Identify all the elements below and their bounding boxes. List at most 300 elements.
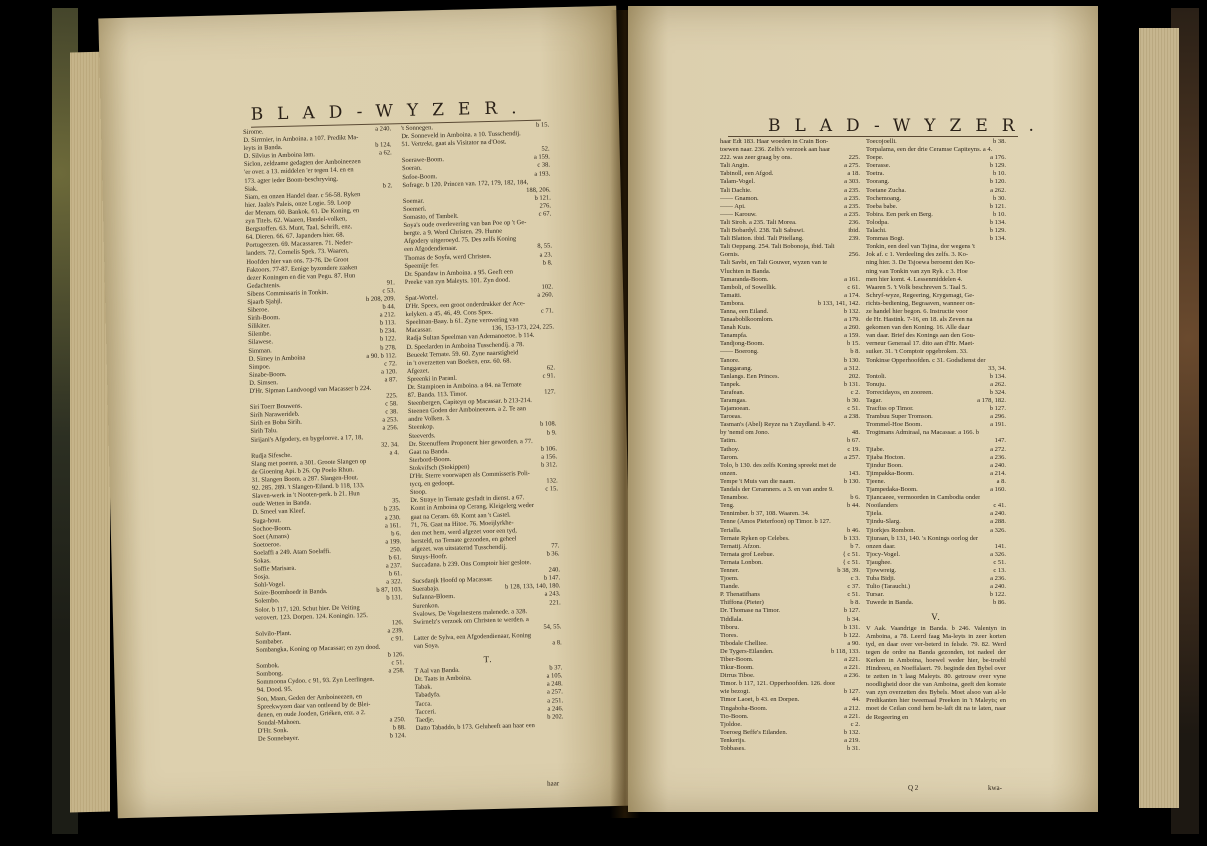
index-entry-term: Sofrage. b 120. Princen van. 172, 179, 182, 184, [402,178,529,189]
index-entry-term: gekomen van den Koning. 16. Alle daar [866,324,970,332]
index-entry-reference: a 250. [389,715,406,724]
index-entry-reference: a 230. [384,513,401,522]
index-entry-term: Teng. [720,502,735,510]
index-entry-reference: b 130. [843,356,860,364]
index-entry-term: Swirnelz's verzoek om Christen te werden. a [413,615,529,626]
index-entry-term: Komt in Amboina op Cerang, Kleigelerg weder [410,502,534,513]
index-entry-term: Stoop. [409,488,427,497]
index-entry-term: —— Gnamon. [720,194,759,202]
index-entry-term: Vluchten in Banda. [720,267,771,275]
index-entry [866,170,1006,178]
index-entry-term: Ternate Ryken op Celebes. [720,534,790,542]
index-entry-reference: a 251. [547,696,564,705]
index-entry-term: Tjindur Boon. [866,461,903,469]
index-entry-reference: b 127. [989,405,1006,413]
index-entry-reference: a 296. [990,413,1006,421]
index-entry [720,551,860,559]
index-entry-term: Tamboli, of Sowellik. [720,283,777,291]
index-entry-term: Sombaber. [255,638,284,646]
index-entry-term: Sterbord-Boom. [409,455,452,464]
index-entry [720,535,860,543]
index-entry-term: 51. Vertrekt, gaat als Visitator na d'Oost. [401,138,507,149]
index-entry-term: Tjaughee. [866,558,892,566]
index-entry-reference: 32. 34. [380,440,399,449]
index-entry-term: Soet (Amans) [252,532,290,541]
index-entry-term: Tobira. Een perk en Berg. [866,210,933,218]
index-entry-reference: 91. [386,279,395,287]
index-entry-reference: b 106. [540,445,558,453]
index-entry [866,316,1006,324]
index-entry [866,235,1006,243]
left-catchword: haar [547,779,560,788]
index-entry-reference: b 133, 141, 142. [817,299,860,307]
index-entry-term: Simpoe. [248,363,271,371]
index-entry-term: Tibodale Chelliee. [720,639,768,647]
index-entry [720,705,860,713]
index-entry-term: Toeba babe. [866,202,898,210]
right-running-head: BLAD-WYZER. [768,116,1048,136]
index-entry [720,559,860,567]
index-entry-term: Tanna, een Eiland. [720,307,769,315]
index-entry-term: Portugeezen. 69. Macassaren. 71. Neder- [245,239,353,250]
index-entry-term: onzen. [720,469,738,477]
index-entry-term: Tiores. [720,631,739,639]
index-entry-term: Soerawe-Boom. [401,156,445,165]
index-entry [720,211,860,219]
index-entry [866,543,1006,551]
index-entry-term: Sondal-Mahoen. [257,718,301,727]
index-entry-reference: b 67. [847,437,860,445]
index-entry-term: Sofoe-Boom. [402,172,438,181]
index-entry [866,251,1006,259]
index-entry [720,284,860,292]
index-entry-term: van daar. Brief des Konings aan den Gou- [866,332,976,340]
index-entry [866,324,1006,332]
index-entry-reference: b 134. [989,235,1006,243]
index-entry-reference: a 221. [844,664,860,672]
index-entry-reference: a 257. [546,688,563,697]
index-entry-term: kelyken. a 45, 46, 49. Cons Spex. [405,309,493,319]
index-entry-term: ze handel hier begon. 6. Instructie voor [866,307,968,315]
index-entry-reference: 225. [386,392,398,400]
index-entry-term: Steenkop. [408,423,435,432]
index-entry-reference: b 147. [543,574,561,582]
index-entry-term: Steeverds. [408,431,436,440]
index-entry-term: Ternata Lonbon. [720,558,763,566]
index-entry [720,397,860,405]
index-entry-term: Tenamboe. [720,494,749,502]
index-entry-reference: 276. [539,202,552,210]
index-entry-term: 94. Dood. 95. [256,686,293,695]
index-entry-term: Soffie Marisara. [253,564,297,573]
index-entry-term: Tempe 't Muis van die naam. [720,477,796,485]
index-entry [866,276,1006,284]
index-entry [720,696,860,704]
index-entry-reference: a 240. [990,583,1006,591]
index-entry [720,591,860,599]
index-entry [866,567,1006,575]
index-entry-reference: 126. [391,618,404,627]
index-entry [866,203,1006,211]
index-entry-term: Latter de Sylva, een Afgodendienaar, Koning [413,631,532,642]
index-entry-reference: 136, 153-173, 224, 225. [491,323,555,333]
index-entry-term: Svalows, De Vogelnestens malenede. a 328. [412,607,528,618]
left-column-1 [243,125,406,744]
index-entry-reference: a 18. [847,170,860,178]
index-entry-term: landers. 72. Cornelis Spek. 73. Waaren, [246,247,349,258]
index-entry-term: Tanggarang. [720,364,753,372]
index-entry-term: Soeran. [401,165,422,173]
index-entry-term: Gaat na Banda. [408,447,449,456]
index-entry-term: der Menam. 60. Bankok. 61. De Koning, en [245,207,360,217]
index-entry-term: Tiddlala. [720,615,744,623]
index-entry [720,616,860,624]
index-entry-reference: a 240. [990,510,1006,518]
index-entry [866,292,1006,300]
index-entry-term: Tjampedaka-Boom. [866,486,918,494]
index-entry-term: wie bezogt. [720,688,750,696]
index-entry-reference: b 121. [534,194,551,202]
index-entry-reference: a 272. [990,445,1006,453]
index-entry-reference: c 51. [847,405,860,413]
index-entry-term: Tjimpakka-Boom. [866,469,914,477]
index-entry-term: Soemeri. [402,205,427,213]
index-entry-reference: b 129. [989,227,1006,235]
index-entry-term: Tanore. [720,356,740,364]
index-entry-reference: b 61. [388,554,402,562]
index-entry-term: Dr. Steenuffeen Proponent hier geworden. a 77. [408,437,533,448]
index-entry-reference: a 239. [387,626,404,635]
index-entry-reference: b 10. [993,170,1006,178]
index-entry-reference: 77. [551,542,560,550]
index-entry-term: D. Simsen. [249,379,279,387]
index-entry [720,348,860,356]
index-entry-reference: a 199. [385,537,402,546]
right-column-1 [720,138,860,753]
index-entry-reference: b 61. [388,570,403,578]
index-entry [720,567,860,575]
index-entry-term: Speemije fer. [404,261,439,270]
index-entry-term: Tjiancaeee, vermoorden in Cambodia onder [866,494,981,502]
index-entry [866,429,1006,437]
index-entry [720,357,860,365]
index-entry [720,664,860,672]
index-entry [720,599,860,607]
index-entry [720,429,860,437]
index-entry-term: gaat na Ceram. 69. Komt aan 't Castel. [410,511,511,521]
index-entry-reference: b 113. [379,319,396,327]
index-entry-reference: b 124. [389,732,407,740]
index-entry-reference: a 161. [384,521,401,530]
index-entry-reference: c 38. [537,161,551,170]
index-entry [866,268,1006,276]
index-entry [866,559,1006,567]
index-entry-term: 92. 285. 289. 't Slangen-Eiland. b 118, 133. [251,482,365,492]
index-entry [866,494,1006,502]
index-entry-reference: ibid. [848,227,860,235]
index-entry-term: Siri Toerr Bouwens. [249,402,303,412]
index-entry-term: T Aal van Banda. [414,667,460,676]
index-entry [720,308,860,316]
index-entry-term: Speelman-Baay. b 61. Zyne verovering van [405,316,519,327]
index-entry-reference: a 90. [847,639,860,647]
index-entry-reference: a 161. [844,275,860,283]
index-entry-term: Tjiorkjes Rombon. [866,526,916,534]
index-entry-term: Sucsdanjk Hoofd op Macassar. [412,576,493,586]
index-entry-reference: a 322. [386,578,403,586]
index-entry-term: Tommas Bogt. [866,235,905,243]
index-entry-reference: 127. [544,388,556,396]
index-entry [720,656,860,664]
index-entry-reference: 147. [994,437,1006,445]
index-entry-term: Tali Angin. [720,162,750,170]
index-entry-reference: c 51. [847,591,860,599]
index-entry-reference: b 38, 39. [837,566,860,574]
index-entry-term: Tulio (Tarauchi.) [866,583,911,591]
index-entry-reference: c 53. [382,287,396,295]
index-entry-term: Son, Maan, Geden der Amboineezen, en [256,692,363,703]
index-entry-reference: 225. [848,154,860,162]
index-entry [720,276,860,284]
index-entry-reference: b 31. [847,745,860,753]
index-entry [720,203,860,211]
index-entry-reference: b 133. [843,534,860,542]
index-entry-term: verovert. 123. Dorpen. 124. Koningin. 125. [254,611,368,622]
index-entry-term: Tasman's (Abel) Reyze na 't Zuydland. b 47. [720,421,836,429]
index-entry-reference: b 46. [847,526,860,534]
index-entry-term: D. Smeel van Kleef. [252,507,306,517]
index-entry-reference: a 235. [844,210,860,218]
index-entry-term: Talachi. [866,227,887,235]
right-catchword: kwa- [988,784,1002,792]
index-entry-term: Tajamoean. [720,405,751,413]
index-entry-reference: a 326. [990,526,1006,534]
index-entry [720,462,860,470]
index-entry-term: haar Edt 183. Haar woeden in Crain Bon- [720,138,829,145]
index-entry-term: Hoofden hier van ons. 73-76. De Groot [246,255,349,266]
index-entry-reference: b 8. [850,348,860,356]
index-entry-term: —— Api. [720,202,746,210]
index-entry-reference: c 58. [385,400,398,408]
index-entry-term: Tabak. [414,683,433,692]
index-entry-term: suiker. 31. 't Comptoir opgebroken. 33. [866,348,968,356]
index-entry-term: Sochoe-Boom. [252,524,292,533]
index-entry-term: Toecojoelli. [866,138,897,145]
index-entry-term: Sombong. [256,670,284,679]
right-page [628,6,1098,812]
index-entry-reference: a 160. [990,486,1006,494]
index-entry-reference: 188, 206. [526,186,551,194]
index-entry-term: Sirih-Boom. [247,314,281,323]
index-entry-term: oude Wetten in Banda. [252,499,312,509]
index-entry-reference: a 159. [533,153,550,162]
index-entry-reference: b 2. [382,181,393,190]
index-entry [866,551,1006,559]
index-entry-reference: c 91. [390,635,404,643]
index-entry-term: 222. was zeer graag by ons. [720,154,793,162]
index-entry-term: Torpalama, een der drie Ceramse Capiteyns. a 4. [866,146,993,154]
index-entry-reference: a 262. [990,380,1006,388]
index-entry [866,478,1006,486]
index-entry-term: Sirih Talu. [250,427,278,436]
index-entry-term: dezer Koningen en die van Pegu. 87. Hun [246,271,356,282]
index-entry-reference: c 2. [850,388,860,396]
index-entry [720,219,860,227]
index-entry-term: Sufanna-Bloem. [412,593,456,602]
index-entry-reference: b 15. [847,340,860,348]
index-entry-term: zyn Titels. 62. Waaren, Handel-volken, [245,215,347,225]
index-entry [866,373,1006,381]
index-entry-reference: a 238. [844,413,860,421]
index-entry-reference: a 176. [990,154,1006,162]
index-entry-term: Sombok. [256,662,280,670]
index-entry [720,575,860,583]
index-entry-term: Tali Savbi, en Tali Gouwer, wyzen van te [720,259,828,267]
index-entry [866,599,1006,607]
index-entry-term: 't Sonnegen. [401,124,434,133]
index-entry-reference: a 179. [844,316,860,324]
index-entry-reference: b 37. [549,664,563,672]
index-entry [720,316,860,324]
index-entry [866,243,1006,251]
index-entry-term: Tikur-Boom. [720,664,754,672]
index-entry-reference: a 178, 182. [977,397,1006,404]
index-entry-reference: b 6. [391,529,402,538]
index-entry-term: Silikiter. [247,322,271,331]
index-entry-term: Tjiabe. [866,445,885,453]
index-entry-term: tycq, en gedoopt. [409,480,455,489]
index-entry-term: —— Karouw. [720,210,757,218]
index-entry-term: Simman. [248,346,272,355]
index-entry-term: Struys-Hoofr. [411,553,448,561]
index-entry [720,607,860,615]
index-entry-term: bergte. a 9. Word Christen. 29. Hunne [403,227,503,238]
index-entry-term: Faktoors. 77-87. Eenige byzondere zaaken [246,263,358,274]
index-entry-term: Tonuju. [866,380,886,388]
index-entry [866,308,1006,316]
index-entry-reference: b 130. [843,477,860,485]
index-entry [720,494,860,502]
index-entry [866,389,1006,397]
index-entry [720,446,860,454]
index-entry-reference: b 108. [540,420,557,429]
index-entry-term: Soelaffi a 249. Atam Soelaffi. [253,547,331,557]
index-entry-term: Tali Oeppang. 254. Tali Bobonoja, ibid. Tali [720,243,835,251]
index-entry-term: Taramgas. [720,397,747,404]
index-entry-term: Sommoona Cydoo. c 91, 93. Zyn Leerlingen. [256,676,375,687]
index-entry [866,486,1006,494]
index-entry [720,478,860,486]
index-entry-term: in 't overzetten van Boeken, enz. 60. 68. [406,357,512,367]
index-entry-reference: b 122. [989,591,1006,599]
index-entry-reference: a 312. [844,364,860,372]
index-entry [720,146,860,154]
index-entry [720,268,860,276]
index-entry-term: Steenen Goden der Amboineezen. a 2. Te aan [407,405,527,416]
index-entry [866,259,1006,267]
index-entry-term: Sibens Commissaris in Tonkin. [247,288,329,298]
index-entry-term: hier. Jaala's Paleis, onze Logie. 59. Loop [244,199,351,209]
index-entry [866,187,1006,195]
index-entry [720,340,860,348]
index-entry-term: Toeroeg Beffe's Eilanden. [720,728,788,736]
index-entry [866,300,1006,308]
index-entry-term: Tali Siroh. a 235. Tali Morea. [720,218,797,226]
index-entry-reference: b 121. [989,202,1006,210]
index-entry [720,680,860,688]
index-entry-term: Dr. Sonneveld in Amboina. a 10. Tusschendij. [401,130,521,141]
index-entry-reference: 236. [848,218,860,226]
index-entry-term: Dirrus Tiboe. [720,672,755,680]
left-column-2 [401,121,564,732]
index-entry-reference: c 3. [850,575,860,583]
index-entry-term: Tali Blatton. ibid. Tali Pitellang. [720,235,804,243]
index-entry [866,510,1006,518]
index-entry [720,648,860,656]
index-entry-reference: b 9. [546,428,557,437]
index-entry-term: Tjiaba Hocton. [866,453,905,461]
index-entry [720,373,860,381]
index-entry-reference: c 51. [993,558,1006,566]
index-entry-term: D'Hr. Sipman Landvoogd van Macasser b 224. [249,384,372,395]
index-entry [720,640,860,648]
index-entry-reference: b 126. [387,651,405,659]
index-entry [866,365,1006,373]
index-entry-term: Steenbergen, Capiteyn op Macassar. b 213-214. [407,397,532,408]
index-entry-term: Tabinoll, een Afgod. [720,170,774,178]
index-entry-term: Afgodery uitgeroeyd. 75. Des zelfs Koning [403,235,517,246]
index-entry-reference: 141. [994,542,1006,550]
index-entry-reference: a 8. [552,639,562,647]
index-entry [720,688,860,696]
index-entry-term: Trogtmans Admiraal, na Macassar. a 166. b [866,429,979,437]
index-entry-term: Suga-hout. [252,516,282,525]
index-entry-reference: 250. [389,546,402,554]
index-entry-term: Tanah Kuis. [720,324,752,332]
index-entry-term: Tagar. [866,397,882,404]
index-entry-reference: a 246. [547,704,564,713]
index-entry [866,227,1006,235]
index-entry-reference: b 312. [541,461,558,469]
index-entry-term: Toetra. [866,170,885,178]
index-entry [720,518,860,526]
index-entry-reference: b 202. [547,713,564,721]
index-entry-term: Sjaarb Sjahjl. [247,298,283,306]
index-entry-term: de Gioening Api. b 26. Op Poelo Rhun. [251,466,355,476]
index-entry-term: Jok af. c 1. Verdeeling des zelfs. 3. Ko- [866,251,969,259]
index-entry-term: Slang met poeren. a 301. Groote Slangen op [251,457,367,468]
index-entry-term: Tingaboha-Boom. [720,704,768,712]
index-entry-term: 173. agter ieder Boom-beschryving. [244,175,339,185]
index-entry-term: Tanpek. [720,380,741,388]
index-entry [720,235,860,243]
index-entry-reference: c 71. [540,307,554,315]
index-entry-reference: { c 51. [842,558,860,566]
index-entry-reference: a 240. [990,461,1006,469]
index-entry-term: Siberoe. [247,306,270,314]
index-entry [720,332,860,340]
index-entry-reference: a 237. [385,562,402,570]
index-entry [866,332,1006,340]
index-entry [720,527,860,535]
index-entry-reference: a 262. [990,186,1006,194]
index-entry-reference: a 120. [381,368,398,376]
index-entry-term: Terialla. [720,526,742,534]
index-entry-reference: a 235. [844,194,860,202]
index-entry-reference: { c 51. [842,550,860,558]
index-entry-term: Suerabaja. [412,585,440,594]
index-entry-term: Rudja Sifesche. [250,451,292,460]
